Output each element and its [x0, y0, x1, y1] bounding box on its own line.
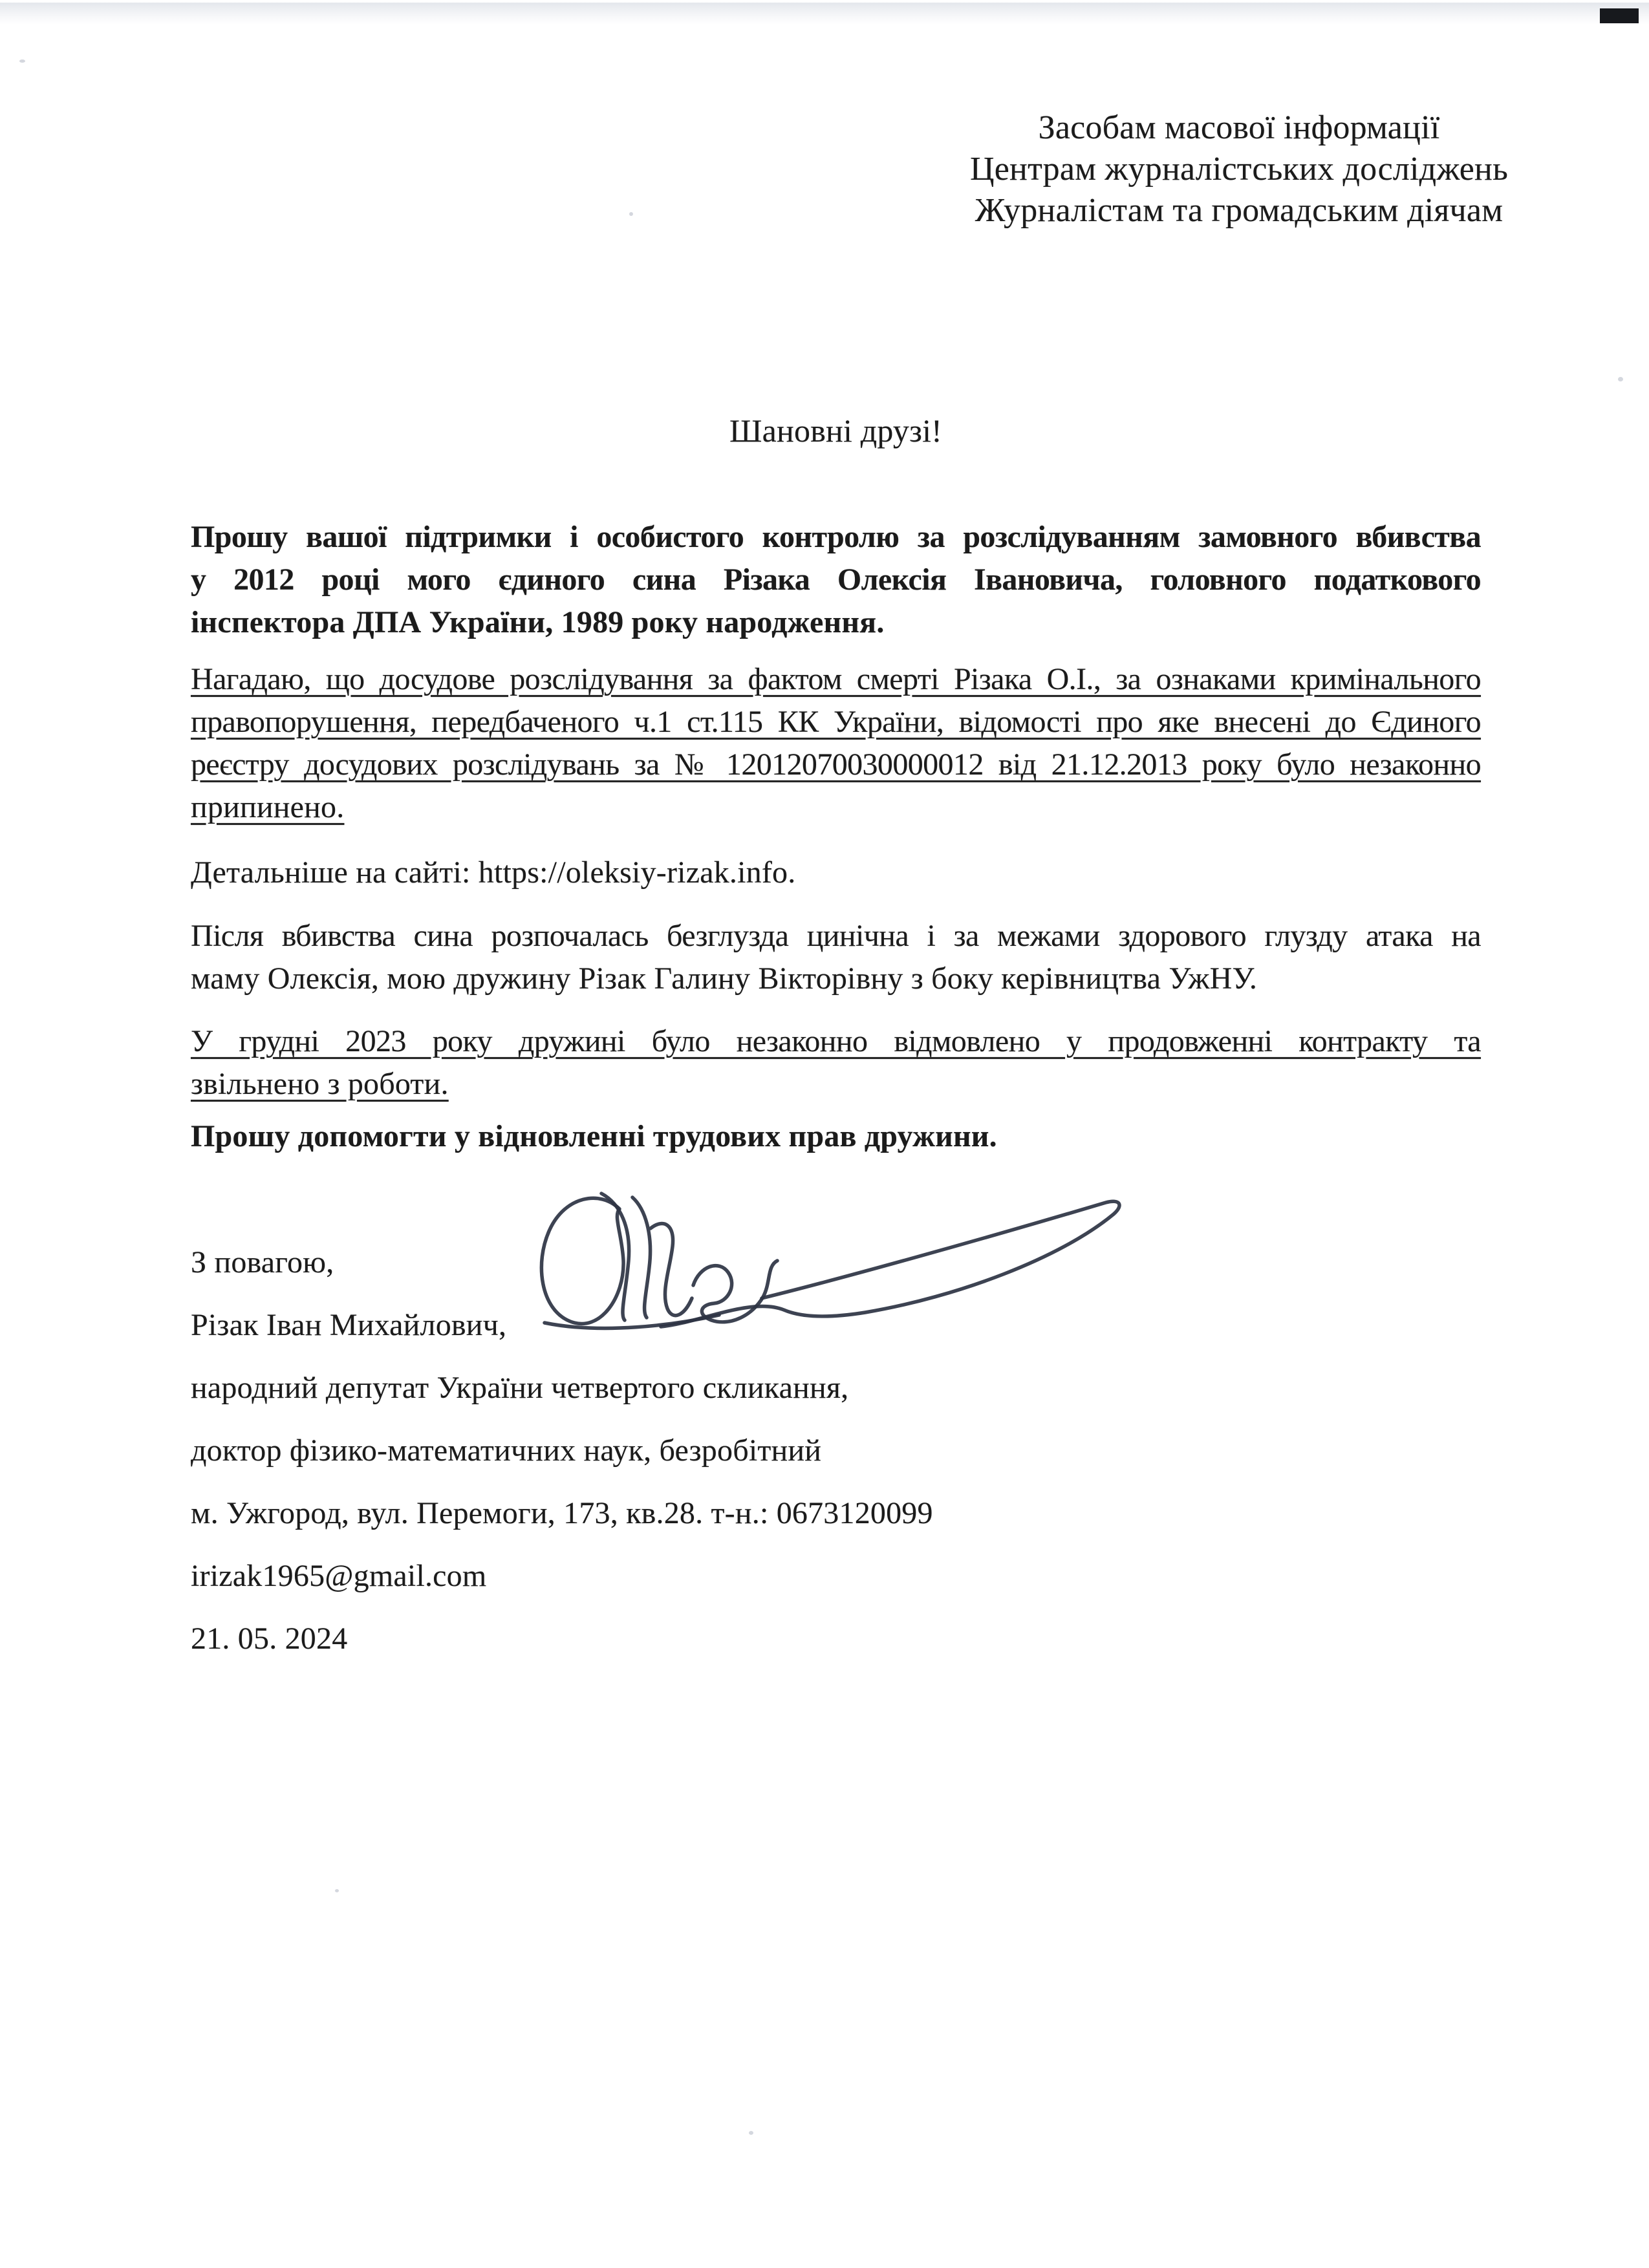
website-line: Детальніше на сайті: https://oleksiy-rizak.info.: [191, 855, 796, 890]
scan-noise-band: [0, 3, 1649, 25]
paragraph-line: маму Олексія, мою дружину Різак Галину Вікторівну з боку керівництва УжНУ.: [191, 961, 1258, 996]
recipients-block: [970, 107, 1508, 231]
paragraph-underlined-case: [191, 658, 1481, 829]
paragraph-line: припинено.: [191, 790, 345, 824]
closing-title-doctor: доктор фізико-математичних наук, безробітний: [191, 1433, 822, 1468]
paragraph-attack: [191, 915, 1481, 1000]
paragraph-line: Прошу вашої підтримки і особистого контролю за розслідуванням замовного вбивства: [191, 520, 1481, 554]
closing-address-phone: м. Ужгород, вул. Перемоги, 173, кв.28. т-н.: 0673120099: [191, 1496, 933, 1530]
scan-corner-mark: [1600, 8, 1639, 23]
paragraph-underlined-dismissal: [191, 1020, 1481, 1106]
scan-speck: [629, 212, 633, 216]
paragraph-line: Після вбивства сина розпочалась безглузда цинічна і за межами здорового глузду атака на: [191, 919, 1481, 953]
paragraph-line: Прошу допомогти у відновленні трудових прав дружини.: [191, 1119, 997, 1153]
paragraph-line: інспектора ДПА України, 1989 року народження.: [191, 605, 885, 639]
recipient-line: Журналістам та громадським діячам: [975, 192, 1503, 229]
recipient-line: Центрам журналістських досліджень: [970, 151, 1508, 187]
paragraph-bold-request: [191, 516, 1481, 644]
salutation: Шановні друзі!: [729, 412, 943, 449]
closing-title-deputy: народний депутат України четвертого скликання,: [191, 1371, 849, 1405]
closing-block: [191, 1231, 1481, 1670]
paragraph-line: правопорушення, передбаченого ч.1 ст.115 КК України, відомості про яке внесені до Єдиного: [191, 705, 1481, 739]
paragraph-website: [191, 851, 1481, 894]
paragraph-line: Нагадаю, що досудове розслідування за фактом смерті Різака О.І., за ознаками кримінального: [191, 662, 1481, 696]
closing-name: Різак Іван Михайлович,: [191, 1308, 507, 1342]
paragraph-line: звільнено з роботи.: [191, 1067, 449, 1101]
closing-regards: З повагою,: [191, 1245, 334, 1279]
paragraph-line: у 2012 році мого єдиного сина Різака Олексія Івановича, головного податкового: [191, 562, 1481, 597]
scan-speck: [749, 2131, 753, 2135]
scan-speck: [1618, 377, 1623, 381]
closing-email: irizak1965@gmail.com: [191, 1559, 487, 1593]
paragraph-line: У грудні 2023 року дружині було незаконно відмовлено у продовженні контракту та: [191, 1024, 1481, 1058]
paragraph-bold-help: [191, 1115, 1481, 1158]
paragraph-line: реєстру досудових розслідувань за № 12012070030000012 від 21.12.2013 року було незаконно: [191, 747, 1481, 782]
scan-speck: [19, 59, 25, 63]
recipient-line: Засобам масової інформації: [1038, 109, 1440, 146]
closing-date: 21. 05. 2024: [191, 1621, 348, 1656]
scan-speck: [335, 1889, 339, 1892]
